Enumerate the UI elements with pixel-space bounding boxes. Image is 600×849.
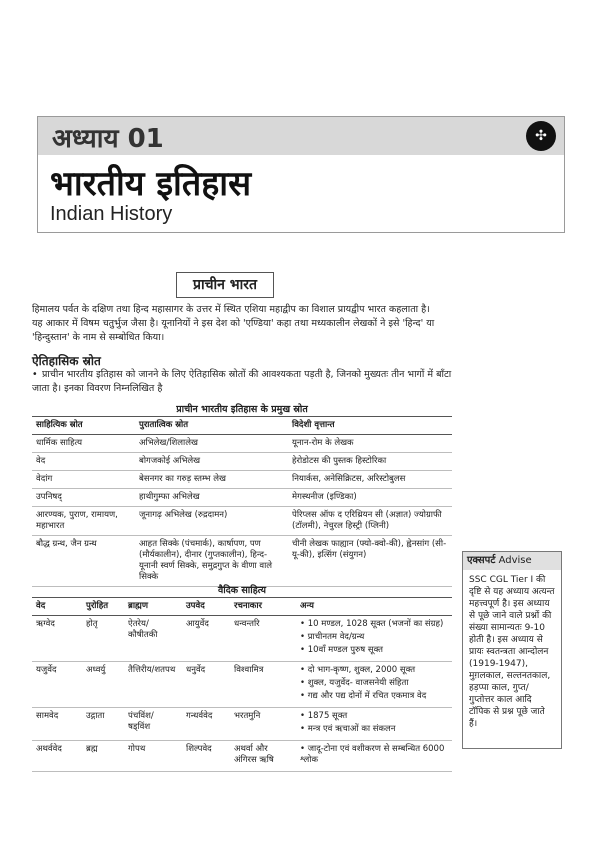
table-cell: यूनान-रोम के लेखक	[288, 435, 452, 453]
list-item: • गद्य और पद्य दोनों में रचित एकमात्र वेद	[300, 691, 448, 702]
list-item: • प्राचीनतम वेद/ग्रन्थ	[300, 632, 448, 643]
list-item: • शुक्ल, यजुर्वेद- वाजसनेयी संहिता	[300, 678, 448, 689]
sub-heading: ऐतिहासिक स्रोत	[32, 354, 101, 368]
table-cell: आरण्यक, पुराण, रामायण, महाभारत	[32, 507, 135, 536]
list-item: • 10 मण्डल, 1028 सूक्त (भजनों का संग्रह)	[300, 619, 448, 630]
table-cell	[296, 708, 452, 741]
table-header-cell: विदेशी वृत्तान्त	[288, 417, 452, 435]
table-cell: तैत्तिरीय/शतपथ	[124, 662, 182, 708]
expert-advise-box	[462, 551, 562, 749]
table-cell: होतृ	[82, 616, 124, 662]
table-cell: गन्धर्ववेद	[182, 708, 230, 741]
table-cell	[296, 741, 452, 772]
table-cell: पेरिप्लस ऑफ द एरिथ्रियन सी (अज्ञात) ज्योग्राफी (टॉलमी), नेचुरल हिस्ट्री (प्लिनी)	[288, 507, 452, 536]
advise-text: SSC CGL Tier I की दृष्टि से यह अध्याय अत्यन्त महत्त्वपूर्ण है। इस अध्याय से पूछे जाने वाले प्रश्नों की संख्या सामान्यतः 9-10 होती है। इस अध्याय से प्रायः स्वतन्त्रता आन्दोलन (1919-1947), मुग़लकाल, सल्तनतकाल, हड़प्पा काल, गुप्त/ गुप्तोत्तर काल आदि टॉपिक से प्रश्न पूछे जाते हैं।	[469, 575, 555, 729]
table-header-row	[32, 417, 452, 435]
table-cell: धार्मिक साहित्य	[32, 435, 135, 453]
detail-list	[300, 744, 448, 766]
table-header-cell: पुरोहित	[82, 598, 124, 616]
bullet-icon: •	[32, 369, 38, 380]
table-row	[32, 616, 452, 662]
table-cell: आयुर्वेद	[182, 616, 230, 662]
table-cell: आहत सिक्के (पंचमार्क), कार्षापण, पण (मौर्यकालीन), दीनार (गुप्तकालीन), हिन्द-यूनानी स्वर्ण सिक्के, समुद्रगुप्त के वीणा वाले सिक्के	[135, 536, 288, 587]
table-header-cell: वेद	[32, 598, 82, 616]
detail-list	[300, 619, 448, 656]
vedic-table-caption: वैदिक साहित्य	[217, 585, 267, 596]
table-cell: बेसनगर का गरुड़ स्तम्भ लेख	[135, 471, 288, 489]
table-cell: चीनी लेखक फाह्यान (फ्यो-क्वो-की), ह्वेनसांग (सी-यू-की), इत्सिंग (संयुगन)	[288, 536, 452, 587]
chapter-number: अध्याय 01	[52, 124, 164, 154]
bullet-text	[32, 368, 452, 396]
chapter-title-hindi: भारतीय इतिहास	[50, 164, 252, 204]
table-cell: ऐतरेय/ कौषीतकी	[124, 616, 182, 662]
table-header-cell: साहित्यिक स्रोत	[32, 417, 135, 435]
list-item: • मन्त्र एवं ऋचाओं का संकलन	[300, 724, 448, 735]
table-cell: विश्वामित्र	[230, 662, 296, 708]
table-cell: ऋग्वेद	[32, 616, 82, 662]
table-cell: मेगस्थनीज (इण्डिका)	[288, 489, 452, 507]
table-cell: उपनिषद्	[32, 489, 135, 507]
table-cell: उद्गाता	[82, 708, 124, 741]
table-cell: अथर्ववेद	[32, 741, 82, 772]
advise-title-hindi: एक्सपर्ट	[467, 555, 496, 566]
table-row	[32, 489, 452, 507]
table-cell: नियार्कस, अनेसिक्रिटस, अरिस्टोबुलस	[288, 471, 452, 489]
table-cell: वेदांग	[32, 471, 135, 489]
table-cell: धनुर्वेद	[182, 662, 230, 708]
table-cell: बोगजकोई अभिलेख	[135, 453, 288, 471]
table-header-cell: ब्राह्मण	[124, 598, 182, 616]
table-row	[32, 453, 452, 471]
table-row	[32, 662, 452, 708]
bullet-content: प्राचीन भारतीय इतिहास को जानने के लिए ऐतिहासिक स्रोतों की आवश्यकता पड़ती है, जिनको मुख्यतः तीन भागों में बाँटा जाता है। इनका विवरण निम्नलिखित है	[32, 369, 452, 394]
intro-paragraph: हिमालय पर्वत के दक्षिण तथा हिन्द महासागर के उत्तर में स्थित एशिया महाद्वीप का विशाल प्रायद्वीप भारत कहलाता है। यह आकार में विषम चतुर्भुज जैसा है। यूनानियों ने इस देश को 'एण्डिया' कहा तथा मध्यकालीन लेखकों ने इसे 'हिन्द' या 'हिन्दुस्तान' के नाम से सम्बोधित किया।	[32, 304, 435, 343]
table-cell: ब्रह्म	[82, 741, 124, 772]
table-row	[32, 471, 452, 489]
table-header-cell: पुरातात्विक स्रोत	[135, 417, 288, 435]
table-cell: यजुर्वेद	[32, 662, 82, 708]
table-cell	[296, 616, 452, 662]
list-item: • 1875 सूक्त	[300, 711, 448, 722]
chapter-title-english: Indian History	[50, 203, 173, 225]
table-cell: पंचविंश/ षड्विंश	[124, 708, 182, 741]
sources-table-caption: प्राचीन भारतीय इतिहास के प्रमुख स्रोत	[176, 404, 308, 415]
table-cell: भरतमुनि	[230, 708, 296, 741]
table-cell: बौद्ध ग्रन्थ, जैन ग्रन्थ	[32, 536, 135, 587]
table-cell: अथर्वा और अंगिरस ऋषि	[230, 741, 296, 772]
list-item: • जादू-टोना एवं वशीकरण से सम्बन्धित 6000 श्लोक	[300, 744, 448, 766]
detail-list	[300, 665, 448, 702]
table-row	[32, 536, 452, 587]
section-heading: प्राचीन भारत	[176, 272, 274, 298]
table-header-cell: अन्य	[296, 598, 452, 616]
table-header-cell: उपवेद	[182, 598, 230, 616]
table-row	[32, 741, 452, 772]
chapter-band	[38, 117, 564, 155]
table-cell: अध्वर्यु	[82, 662, 124, 708]
advise-title-english: Advise	[498, 555, 532, 566]
table-row	[32, 507, 452, 536]
table-cell: धन्वन्तरि	[230, 616, 296, 662]
table-cell	[296, 662, 452, 708]
table-cell: अभिलेख/शिलालेख	[135, 435, 288, 453]
list-item: • 10वाँ मण्डल पुरुष सूक्त	[300, 645, 448, 656]
table-cell: शिल्पवेद	[182, 741, 230, 772]
table-cell: गोपथ	[124, 741, 182, 772]
table-header-cell: रचनाकार	[230, 598, 296, 616]
vedic-table	[32, 597, 452, 772]
table-row	[32, 708, 452, 741]
table-cell: जूनागढ़ अभिलेख (रुद्रदामन)	[135, 507, 288, 536]
sources-table	[32, 416, 452, 587]
list-item: • दो भाग-कृष्ण, शुक्ल, 2000 सूक्त	[300, 665, 448, 676]
table-cell: वेद	[32, 453, 135, 471]
table-cell: सामवेद	[32, 708, 82, 741]
chapter-header	[37, 116, 565, 233]
table-header-row	[32, 598, 452, 616]
table-cell: हेरोडोटस की पुस्तक हिस्टोरिका	[288, 453, 452, 471]
arrows-icon: ✣	[526, 121, 556, 151]
table-cell: हाथीगुम्फा अभिलेख	[135, 489, 288, 507]
advise-header	[463, 552, 561, 570]
detail-list	[300, 711, 448, 735]
table-row	[32, 435, 452, 453]
